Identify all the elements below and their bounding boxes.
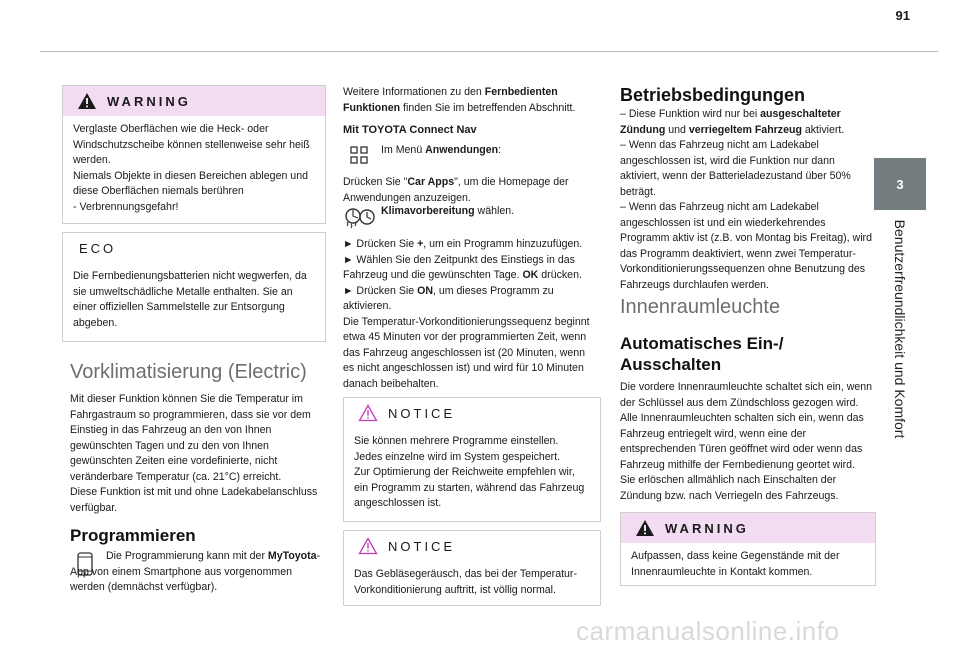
warning-header	[63, 86, 325, 116]
watermark: carmanualsonline.info	[576, 616, 840, 646]
intro-paragraph: Mit dieser Funktion können Sie die Temperatur im Fahrgastraum so programmieren, dass sie vor dem Einstieg in das Fahrzeug an den von Ihnen gewünschten Tagen und zu den von Ihnen gewünschten Zeiten eine vordefinierte, nicht veränderbare Temperatur (ca. 21°C) erreicht. Diese Funktion ist mit und ohne Ladekabelanschluss verfügbar.	[70, 393, 318, 514]
apps-grid-icon	[350, 146, 368, 164]
notice-text: Sie können mehrere Programme einstellen. Jedes einzelne wird im System gespeichert. Zur Optimierung der Reichweite empfehlen wir, ein Programm zu starten, während das Fahrzeug angeschlossen ist.	[354, 435, 585, 509]
notice-icon	[358, 404, 378, 422]
step3-post: , um dieses Programm zu aktivieren.	[343, 284, 554, 312]
header-rule	[40, 51, 938, 52]
conditions-list	[620, 107, 876, 293]
step1-bold: +	[417, 238, 424, 250]
warning-icon	[635, 519, 655, 537]
p2-bold: Car Apps	[407, 176, 455, 188]
chapter-title: Benutzerfreundlichkeit und Komfort	[892, 219, 908, 439]
chapter-sidebar	[874, 158, 926, 448]
notice-text: Das Gebläsegeräusch, das bei der Temperatur-Vorkonditionierung auftritt, ist völlig normal.	[354, 568, 577, 596]
prog-text-bold: MyToyota	[267, 550, 317, 562]
warning-title: WARNING	[107, 93, 191, 109]
notice-box-2	[343, 530, 601, 606]
notice-title: NOTICE	[388, 538, 456, 554]
step3-pre: ► Drücken Sie	[343, 284, 418, 297]
chapter-number: 3	[896, 176, 904, 192]
step2-post: drücken.	[538, 269, 582, 281]
programmieren-heading: Programmieren	[70, 526, 196, 545]
step1-post: , um ein Programm hinzuzufügen.	[423, 238, 583, 250]
fernbedient-paragraph	[343, 85, 599, 116]
steps-list	[343, 237, 599, 392]
warning-header	[621, 513, 875, 543]
notice-icon	[358, 537, 378, 555]
betriebsbedingungen-heading: Betriebsbedingungen	[620, 85, 806, 105]
page-number: 91	[895, 8, 910, 23]
chapter-title-wrap	[878, 214, 922, 444]
warning-title: WARNING	[665, 520, 749, 536]
menu-pre: Im Menü	[381, 144, 426, 156]
klimavorbereitung-text	[381, 204, 514, 220]
prog-text-pre: Die Programmierung kann mit der	[106, 550, 268, 562]
menu-anwendungen-text	[381, 143, 501, 159]
warning-text: Verglaste Oberflächen wie die Heck- oder Windschutzscheibe können stellenweise sehr heiß werden. Niemals Objekte in diesen Bereichen ablegen und diese Oberflächen niemals berühren - Verbrennungsgefahr!	[73, 123, 310, 213]
connect-nav-heading: Mit TOYOTA Connect Nav	[343, 124, 477, 136]
klima-post: wählen.	[474, 205, 515, 217]
notice-title: NOTICE	[388, 405, 456, 421]
innenraum-body: Die vordere Innenraumleuchte schaltet sich ein, wenn der Schlüssel aus dem Zündschloss gezogen wird. Alle Innenraumleuchten schalten sich ein, wenn das Fahrzeug entriegelt wird, wenn eine der entsprechenden Türen geöffnet wird oder wenn das Fahrzeug mithilfe der Fernbedienung geortet wird. Sie erlöschen allmählich nach Einschalten der Zündung bzw. nach Verriegeln des Fahrzeugs.	[620, 381, 873, 502]
innenraumleuchte-heading: Innenraumleuchte	[620, 296, 781, 318]
notice-box-1	[343, 397, 601, 522]
step-3	[343, 284, 599, 315]
c1-bold-2: verriegeltem Fahrzeug	[688, 123, 802, 136]
prog-text-post: -App von einem Smartphone aus vorgenommen werden (demnächst verfügbar).	[70, 550, 321, 593]
p2-pre: Drücken Sie "	[343, 176, 408, 188]
chapter-tab[interactable]	[874, 158, 926, 210]
climate-fan-clock-icon	[343, 206, 377, 232]
condition-3: – Wenn das Fahrzeug nicht am Ladekabel angeschlossen ist und ein wiederkehrendes Programm aktiv ist (z.B. von Montag bis Freitag), wird das Programm deaktiviert, wenn zwei Temperatur-Vorkonditionierungssequenzen ohne Benutzung des Fahrzeugs durchlaufen werden.	[620, 201, 872, 291]
section-title-vorklimatisierung: Vorklimatisierung (Electric)	[70, 361, 307, 383]
eco-box	[62, 232, 326, 342]
condition-1	[620, 107, 876, 138]
menu-post: :	[498, 144, 502, 156]
step-1	[343, 237, 599, 253]
condition-2: – Wenn das Fahrzeug nicht am Ladekabel angeschlossen ist, wird die Funktion nur dann aktiviert, wenn der Batterieladezustand über 50% beträgt.	[620, 139, 851, 198]
warning-box-2	[620, 512, 876, 586]
automatisches-heading: Automatisches Ein-/ Ausschalten	[620, 334, 784, 374]
p1-bold: Fernbedienten Funktionen	[343, 86, 558, 114]
notice-header	[344, 531, 600, 561]
p2-post: ", um die Homepage der Anwendungen anzuzeigen.	[343, 176, 569, 204]
warning-icon	[77, 92, 97, 110]
step2-bold: OK	[522, 269, 539, 281]
p1-post: finden Sie im betreffenden Abschnitt.	[400, 101, 576, 114]
eco-title: ECO	[79, 240, 117, 256]
warning-text: Aufpassen, dass keine Gegenstände mit der Innenraumleuchte in Kontakt kommen.	[631, 550, 840, 578]
step2-pre: ► Wählen Sie den Zeitpunkt des Einstiegs in das Fahrzeug und die gewünschten Tage.	[343, 253, 575, 281]
eco-header	[63, 233, 325, 263]
c1-pre: – Diese Funktion wird nur bei	[620, 108, 761, 120]
eco-text: Die Fernbedienungsbatterien nicht wegwerfen, da sie umweltschädliche Metalle enthalten. Sie an einer offiziellen Sammelstelle zur Entsorgung abgeben.	[73, 270, 307, 329]
step-2	[343, 253, 599, 284]
c1-mid: und	[665, 123, 689, 136]
step3-bold: ON	[417, 284, 433, 297]
programmieren-text	[70, 549, 326, 596]
p1-pre: Weitere Informationen zu den	[343, 86, 485, 98]
sequence-paragraph: Die Temperatur-Vorkonditionierungssequenz beginnt etwa 45 Minuten vor der programmierten Zeit, wenn das Fahrzeug angeschlossen ist (20 Minuten, wenn es nicht angeschlossen ist) und wird für 10 Minuten danach beibehalten.	[343, 315, 590, 390]
klima-bold: Klimavorbereitung	[381, 205, 475, 217]
menu-bold: Anwendungen	[425, 144, 499, 156]
car-apps-paragraph	[343, 175, 599, 206]
step1-pre: ► Drücken Sie	[343, 238, 418, 250]
notice-header	[344, 398, 600, 428]
warning-box-1	[62, 85, 326, 224]
c1-bold-1: ausgeschalteter Zündung	[620, 108, 841, 136]
c1-post: aktiviert.	[801, 123, 845, 136]
